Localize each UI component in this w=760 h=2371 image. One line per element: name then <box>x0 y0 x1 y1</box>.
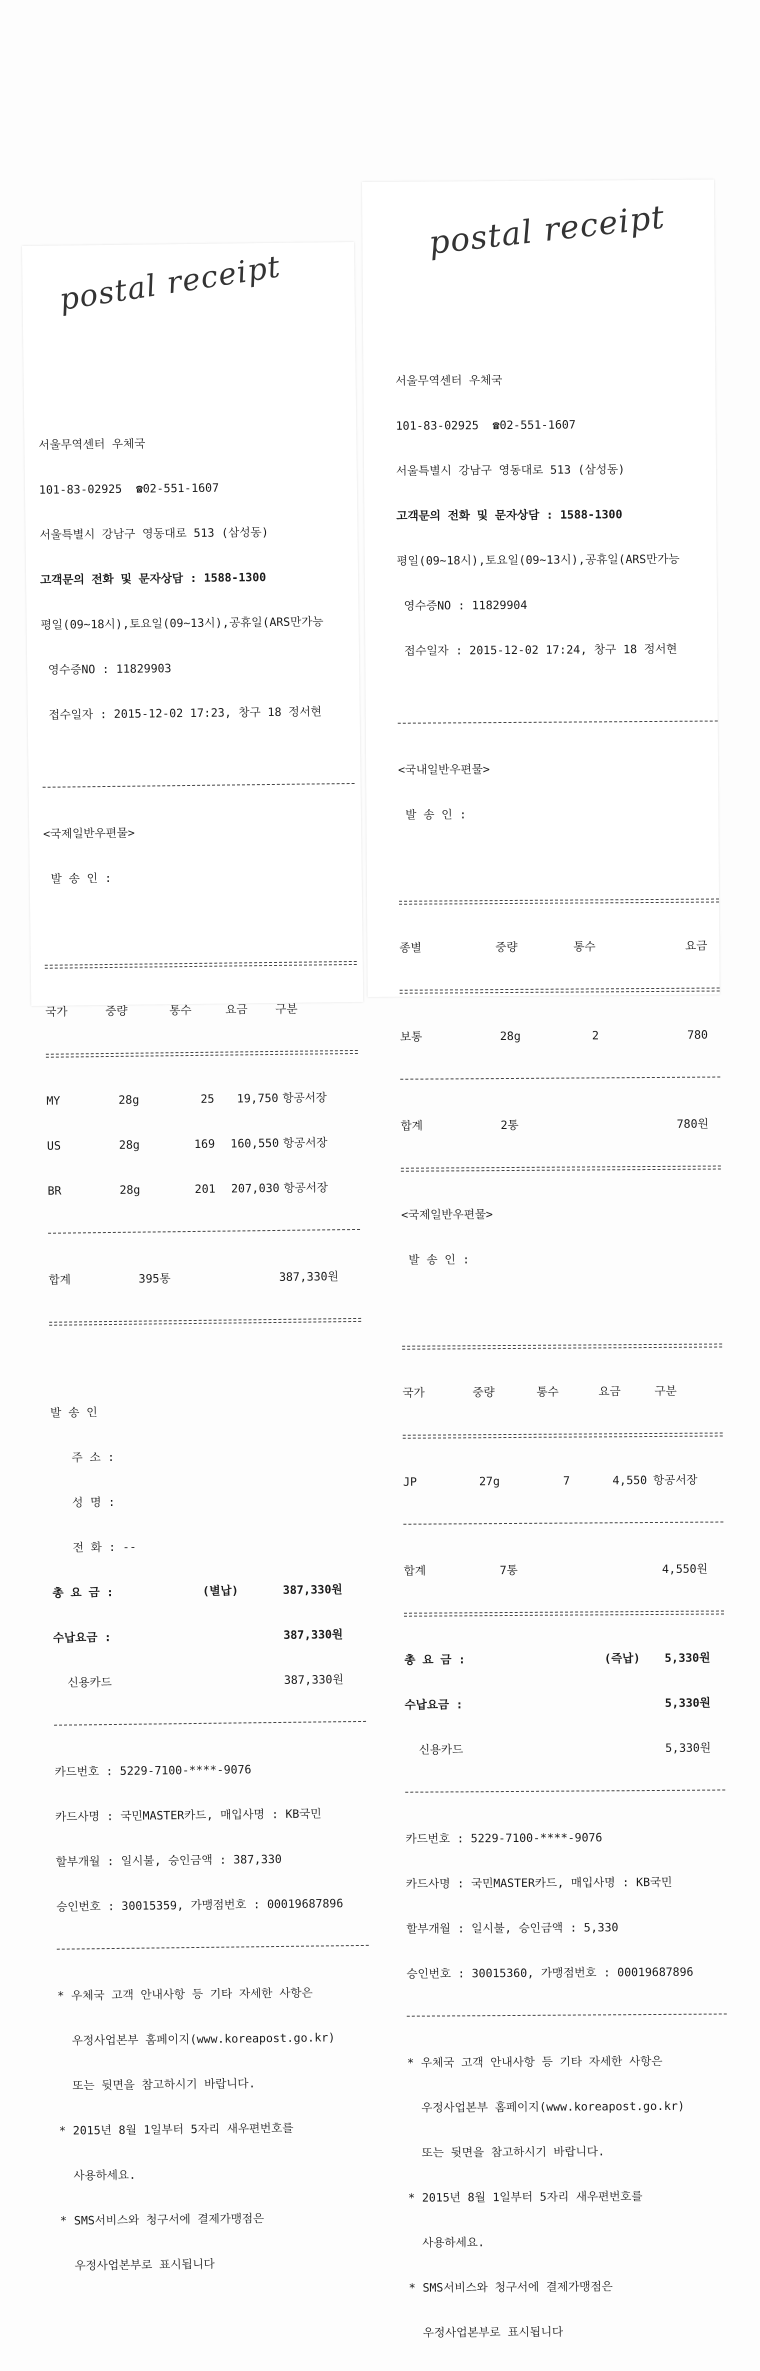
divider <box>399 899 719 905</box>
card-number: 카드번호 : 5229-7100-****-9076 <box>405 1830 603 1846</box>
divider <box>402 1344 722 1350</box>
col-type: 구분 <box>275 1001 298 1016</box>
divider <box>400 1077 720 1089</box>
note-line: * 우체국 고객 안내사항 등 기타 자세한 사항은 <box>407 2053 663 2070</box>
sender-phone: 전 화 : -- <box>51 1539 137 1555</box>
divider <box>400 988 720 994</box>
business-number-phone: 101-83-02925 ☎02-551-1607 <box>38 480 220 497</box>
total-row: 합계 7통 4,550원 <box>403 1561 708 1578</box>
business-number-phone: 101-83-02925 ☎02-551-1607 <box>395 417 576 433</box>
post-office-name: 서울무역센터 우체국 <box>38 436 146 452</box>
note-line: 우정사업본부 홈페이지(www.koreapost.go.kr) <box>57 2030 336 2048</box>
section-title: <국제일반우편물> <box>43 825 135 841</box>
divider <box>49 1318 361 1326</box>
receipt-date: 접수일자 : 2015-12-02 17:24, 창구 18 정서현 <box>397 641 678 658</box>
approval-number: 승인번호 : 30015359, 가맹점번호 : 00019687896 <box>56 1896 344 1914</box>
divider <box>401 1166 721 1172</box>
sender-name: 성 명 : <box>51 1494 116 1510</box>
table-header: 국가 중량 통수 요금 구분 <box>402 1383 677 1400</box>
received-amount: 수납요금 : 387,330원 <box>52 1627 344 1645</box>
handwritten-note: postal receipt <box>426 197 667 262</box>
note-line: * SMS서비스와 청구서에 결제가맹점은 <box>408 2279 613 2295</box>
divider <box>407 2013 727 2025</box>
domestic-section-title: <국내일반우편물> <box>398 762 490 777</box>
handwritten-note: postal receipt <box>57 249 284 318</box>
divider <box>404 1611 724 1617</box>
card-amount: 신용카드 5,330원 <box>404 1740 711 1757</box>
installment: 할부개월 : 일시불, 승인금액 : 5,330 <box>406 1920 619 1936</box>
table-row: MY 28g 25 19,750 항공서장 <box>46 1090 327 1108</box>
card-company: 카드사명 : 국민MASTER카드, 매입사명 : KB국민 <box>405 1874 673 1891</box>
receipt-number: 영수증NO : 11829903 <box>41 661 172 677</box>
total-row: 합계 2통 780원 <box>400 1116 709 1133</box>
divider <box>54 1721 366 1735</box>
installment: 할부개월 : 일시불, 승인금액 : 387,330 <box>55 1851 282 1869</box>
table-header: 종별 중량 통수 요금 <box>399 938 708 955</box>
divider <box>48 1229 360 1243</box>
note-line: 우정사업본부 홈페이지(www.koreapost.go.kr) <box>407 2098 685 2115</box>
divider <box>405 1790 725 1802</box>
divider <box>46 1050 358 1058</box>
total-due: 총 요 금 : (즉납) 5,330원 <box>404 1650 711 1667</box>
note-line: 또는 뒷면을 참고하시기 바랍니다. <box>407 2144 605 2160</box>
business-hours: 평일(09~18시),토요일(09~13시),공휴일(ARS만가능 <box>396 551 680 568</box>
receipt-body <box>38 374 374 2304</box>
table-row: US 28g 169 160,550 항공서장 <box>46 1135 328 1153</box>
note-line: * 2015년 8월 1일부터 5자리 새우편번호를 <box>58 2120 294 2138</box>
intl-section-title: <국제일반우편물> <box>401 1207 493 1222</box>
card-amount: 신용카드 387,330원 <box>53 1672 344 1690</box>
sender-address: 주 소 : <box>50 1449 115 1465</box>
approval-number: 승인번호 : 30015360, 가맹점번호 : 00019687896 <box>406 1964 694 1981</box>
note-line: 사용하세요. <box>59 2167 136 2183</box>
sender-label: 발 송 인 : <box>43 870 112 886</box>
receipt-right <box>362 180 720 2340</box>
customer-service: 고객문의 전화 및 문자상담 : 1588-1300 <box>396 507 623 523</box>
receipt-header <box>395 342 717 689</box>
receipt-number: 영수증NO : 11829904 <box>396 597 528 613</box>
note-line: * SMS서비스와 청구서에 결제가맹점은 <box>60 2211 265 2228</box>
sender-block-title: 발 송 인 <box>50 1405 98 1420</box>
col-fee: 요금 <box>225 1002 248 1017</box>
total-due: 총 요 금 : (별납) 387,330원 <box>52 1582 343 1600</box>
table-header <box>45 1001 357 1020</box>
divider <box>398 721 718 733</box>
card-company: 카드사명 : 국민MASTER카드, 매입사명 : KB국민 <box>55 1806 322 1824</box>
divider <box>57 1945 369 1959</box>
card-number: 카드번호 : 5229-7100-****-9076 <box>54 1762 252 1779</box>
address: 서울특별시 강남구 영동대로 513 (삼성동) <box>395 462 626 478</box>
received-amount: 수납요금 : 5,330원 <box>404 1695 711 1712</box>
sender-label: 발 송 인 : <box>398 807 467 822</box>
receipt-left <box>22 242 363 2273</box>
post-office-name: 서울무역센터 우체국 <box>395 373 503 388</box>
receipt-body <box>395 312 729 2371</box>
table-row: 보통 28g 2 780 <box>399 1027 709 1044</box>
divider <box>43 783 355 797</box>
note-line: 사용하세요. <box>408 2235 485 2250</box>
note-line: * 우체국 고객 안내사항 등 기타 자세한 사항은 <box>57 1985 313 2003</box>
divider <box>403 1522 723 1534</box>
total-row: 합계 395통 387,330원 <box>48 1269 339 1287</box>
col-weight: 중량 <box>105 1003 128 1019</box>
receipt-header <box>38 404 354 753</box>
receipt-date: 접수일자 : 2015-12-02 17:23, 창구 18 정서현 <box>41 704 322 722</box>
note-line: 우정사업본부로 표시됩니다 <box>60 2256 215 2273</box>
col-count: 통수 <box>169 1002 192 1018</box>
divider <box>403 1433 723 1439</box>
table-row: JP 27g 7 4,550 항공서장 <box>403 1472 698 1489</box>
customer-service: 고객문의 전화 및 문자상담 : 1588-1300 <box>39 570 267 587</box>
sender-label: 발 송 인 : <box>401 1252 470 1267</box>
note-line: 또는 뒷면을 참고하시기 바랍니다. <box>58 2076 256 2093</box>
note-line: 우정사업본부로 표시됩니다 <box>408 2324 564 2340</box>
divider <box>45 961 357 969</box>
business-hours: 평일(09~18시),토요일(09~13시),공휴일(ARS만가능 <box>40 614 324 632</box>
table-row: BR 28g 201 207,030 항공서장 <box>47 1180 329 1198</box>
col-country: 국가 <box>45 1004 68 1019</box>
note-line: * 2015년 8월 1일부터 5자리 새우편번호를 <box>408 2189 643 2205</box>
address: 서울특별시 강남구 영동대로 513 (삼성동) <box>39 525 269 542</box>
